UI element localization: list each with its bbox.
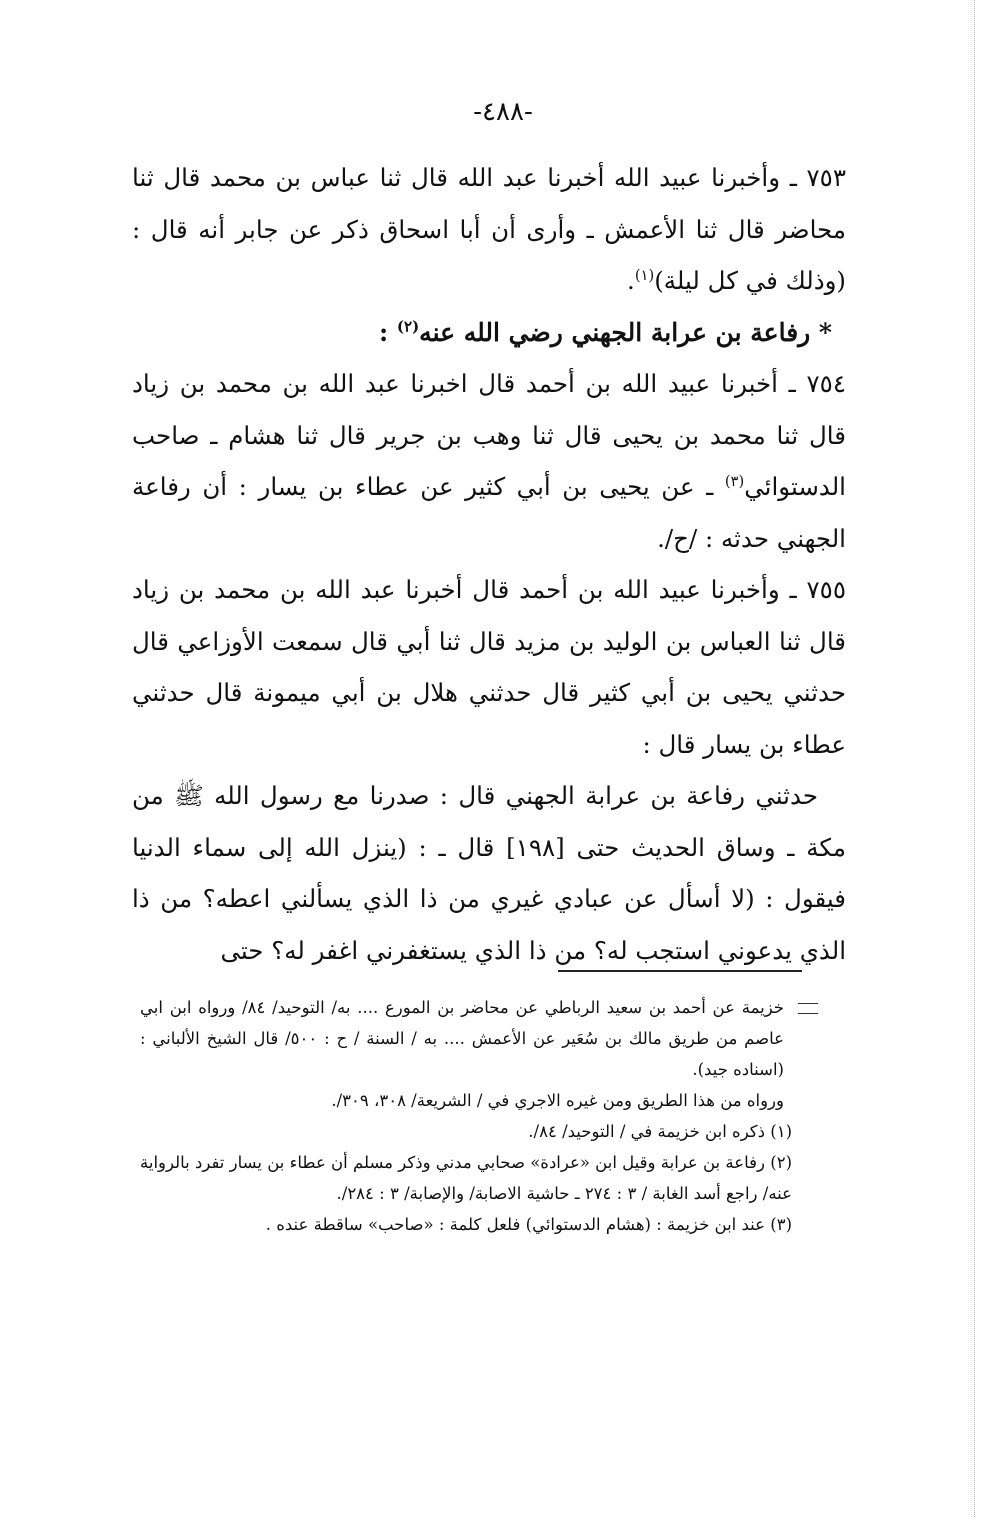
section-heading [132,307,846,359]
paragraph-753 [132,152,846,307]
section-heading-text: * رفاعة بن عرابة الجهني رضي الله عنه [419,317,832,347]
footnote-ref-3: (٣) [724,472,745,490]
footnote-1: (١) ذكره ابن خزيمة في / التوحيد/ ٨٤/. [528,1122,792,1141]
page-number: -٤٨٨- [473,97,533,127]
footnotes [140,992,792,1240]
footnote-2: (٢) رفاعة بن عرابة وقيل ابن «عرادة» صحابي مدني وذكر مسلم أن عطاء بن يسار تفرد بالرواية عنه/ راجع أسد الغابة / ٣ : ٢٧٤ ـ حاشية الاصابة/ والإصابة/ ٣ : ٢٨٤/. [140,1153,792,1203]
paragraph-755-hadith: حدثني رفاعة بن عرابة الجهني قال : صدرنا مع رسول الله ﷺ من مكة ـ وساق الحديث حتى [١٩٨] قال ـ : (ينزل الله إلى سماء الدنيا فيقول : (لا أسأل عن عبادي غيري من ذا الذي يسألني اعطه؟ من ذا الذي يدعوني استجب له؟ من ذا الذي يستغفرني اغفر له؟ حتى [132,781,846,965]
footnote-continuation-2: ورواه من هذا الطريق ومن غيره الاجري في / الشريعة/ ٣٠٨، ٣٠٩/. [331,1091,784,1110]
footnote-separator [558,970,802,972]
margin-mark [798,1003,818,1014]
main-text [132,152,846,976]
page-edge-line [974,0,975,1517]
paragraph-754 [132,358,846,564]
paragraph-754-text-a: ٧٥٤ ـ أخبرنا عبيد الله بن أحمد قال اخبرنا عبد الله بن محمد بن زياد قال ثنا محمد بن يحيى قال ثنا وهب بن جرير قال ثنا هشام ـ صاحب الدستوائي [132,369,846,501]
paragraph-753-text: ٧٥٣ ـ وأخبرنا عبيد الله أخبرنا عبد الله قال ثنا عباس بن محمد قال ثنا محاضر قال ثنا الأعمش ـ وأرى أن أبا اسحاق ذكر عن جابر أنه قال : (وذلك في كل ليلة) [132,163,846,295]
footnote-continuation-1: خزيمة عن أحمد بن سعيد الرباطي عن محاضر بن المورع .... به/ التوحيد/ ٨٤/ ورواه ابن ابي عاصم من طريق مالك بن سُعَير عن الأعمش .... به / السنة / ح : ٥٠٠/ قال الشيخ الألباني : (اسناده جيد). [140,998,785,1079]
section-heading-end: : [378,317,397,347]
paragraph-754-text-b: ـ عن يحيى بن أبي كثير عن عطاء بن يسار : أن رفاعة الجهني حدثه : /ح/. [132,472,846,553]
footnote-3: (٣) عند ابن خزيمة : (هشام الدستوائي) فلعل كلمة : «صاحب» ساقطة عنده . [265,1215,792,1234]
paragraph-753-end: . [627,266,635,295]
footnote-ref-1: (١) [634,266,655,284]
paragraph-755: ٧٥٥ ـ وأخبرنا عبيد الله بن أحمد قال أخبرنا عبد الله بن محمد بن زياد قال ثنا العباس بن الوليد بن مزيد قال ثنا أبي قال سمعت الأوزاعي قال حدثني يحيى بن أبي كثير قال حدثني هلال بن أبي ميمونة قال حدثني عطاء بن يسار قال : [132,575,846,759]
footnote-ref-2: (٢) [396,317,420,336]
